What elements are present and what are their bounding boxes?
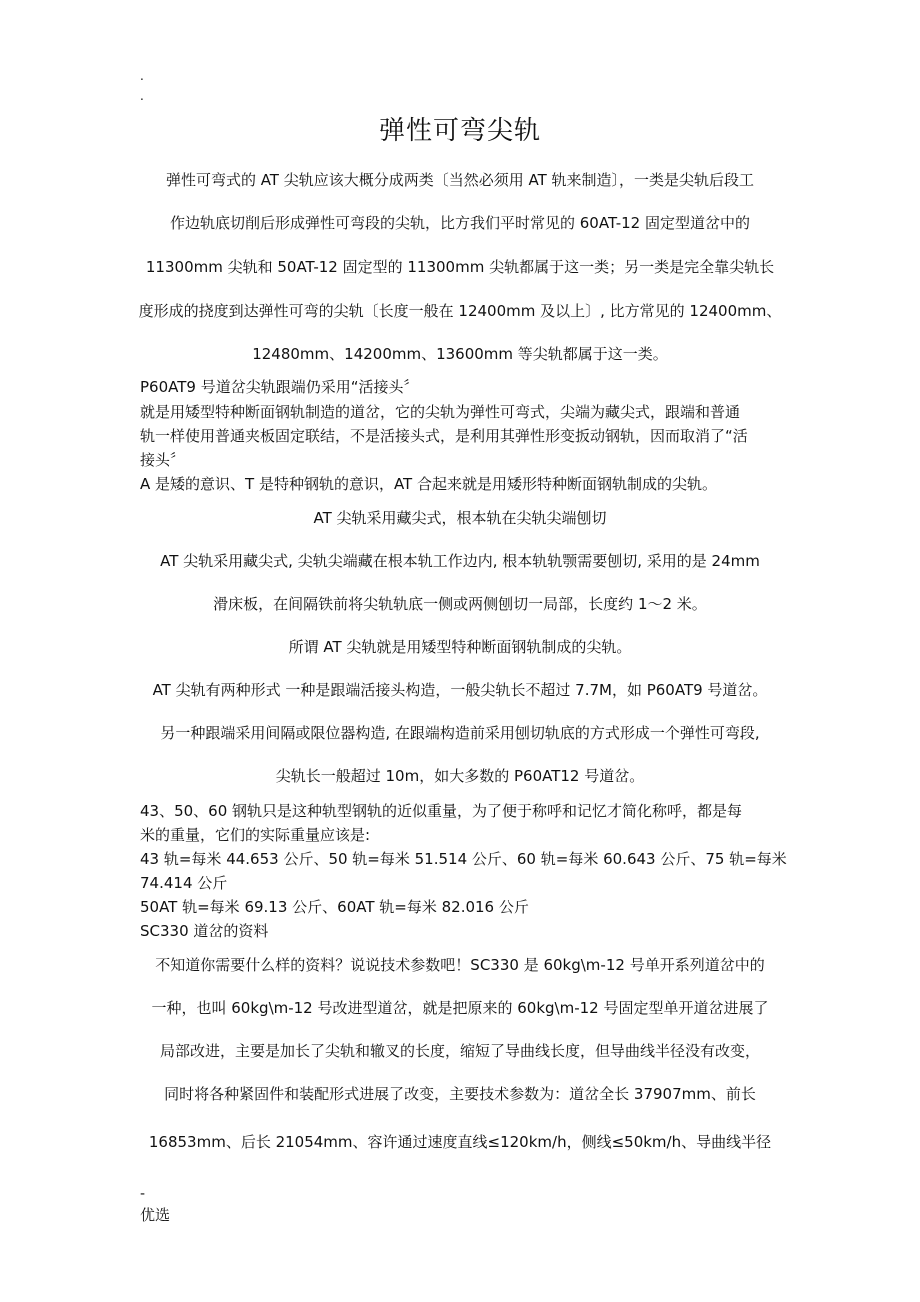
paragraph-line: 度形成的挠度到达弹性可弯的尖轨〔长度一般在 12400mm 及以上〕, 比方常见的 12400mm、: [138, 302, 782, 320]
footer-dash: -: [140, 1186, 146, 1202]
paragraph-line: 接头〞: [140, 451, 186, 469]
paragraph-line: 作边轨底切削后形成弹性可弯段的尖轨，比方我们平时常见的 60AT-12 固定型道岔中的: [169, 214, 750, 232]
paragraph-line: A 是矮的意识、T 是特种钢轨的意识，AT 合起来就是用矮形特种断面钢轨制成的尖轨。: [140, 475, 717, 493]
paragraph-line: 43 轨=每米 44.653 公斤、50 轨=每米 51.514 公斤、60 轨=每米 60.643 公斤、75 轨=每米: [140, 850, 787, 868]
paragraph-line: 尖轨长一般超过 10m，如大多数的 P60AT12 号道岔。: [275, 767, 645, 785]
page-title: 弹性可弯尖轨: [378, 116, 541, 146]
paragraph-line: 局部改进，主要是加长了尖轨和辙叉的长度，缩短了导曲线长度，但导曲线半径没有改变，: [159, 1042, 760, 1060]
header-dot: .: [140, 89, 144, 103]
paragraph-line: 轨一样使用普通夹板固定联结，不是活接头式，是利用其弹性形变扳动钢轨，因而取消了“活: [140, 427, 748, 445]
section-heading: SC330 道岔的资料: [140, 922, 269, 940]
paragraph-line: 就是用矮型特种断面钢轨制造的道岔，它的尖轨为弹性可弯式，尖端为藏尖式，跟端和普通: [140, 403, 741, 421]
paragraph-line: 同时将各种紧固件和装配形式进展了改变，主要技术参数为：道岔全长 37907mm、前长: [164, 1085, 756, 1103]
paragraph-line: 滑床板，在间隔铁前将尖轨轨底一侧或两侧刨切一局部，长度约 1～2 米。: [213, 595, 707, 613]
paragraph-line: 12480mm、14200mm、13600mm 等尖轨都属于这一类。: [252, 345, 668, 363]
paragraph-line: AT 尖轨有两种形式 一种是跟端活接头构造，一般尖轨长不超过 7.7M，如 P60AT9 号道岔。: [152, 681, 768, 699]
paragraph-line: 一种，也叫 60kg\m-12 号改进型道岔，就是把原来的 60kg\m-12 号固定型单开道岔进展了: [151, 999, 769, 1017]
paragraph-line: 50AT 轨=每米 69.13 公斤、60AT 轨=每米 82.016 公斤: [140, 898, 529, 916]
paragraph-line: 弹性可弯式的 AT 尖轨应该大概分成两类〔当然必须用 AT 轨来制造〕，一类是尖轨后段工: [165, 171, 755, 189]
paragraph-line: 11300mm 尖轨和 50AT-12 固定型的 11300mm 尖轨都属于这一类；另一类是完全靠尖轨长: [145, 258, 775, 276]
footer-label: 优选: [140, 1206, 171, 1224]
paragraph-line: 16853mm、后长 21054mm、容许通过速度直线≤120km/h，侧线≤50km/h、导曲线半径: [148, 1133, 772, 1151]
paragraph-line: AT 尖轨采用藏尖式, 尖轨尖端藏在根本轨工作边内, 根本轨轨颚需要刨切, 采用的是 24mm: [160, 552, 760, 570]
section-heading: P60AT9 号道岔尖轨跟端仍采用“活接头〞: [140, 378, 419, 396]
paragraph-line: 74.414 公斤: [140, 874, 228, 892]
paragraph-line: 43、50、60 钢轨只是这种轨型钢轨的近似重量，为了便于称呼和记忆才简化称呼，都是每: [140, 802, 743, 820]
header-dot: .: [140, 69, 144, 83]
paragraph-line: 不知道你需要什么样的资料？说说技术参数吧！SC330 是 60kg\m-12 号单开系列道岔中的: [155, 956, 765, 974]
paragraph-line: AT 尖轨采用藏尖式，根本轨在尖轨尖端刨切: [313, 509, 607, 527]
paragraph-line: 另一种跟端采用间隔或限位器构造, 在跟端构造前采用刨切轨底的方式形成一个弹性可弯段,: [160, 724, 760, 742]
paragraph-line: 所谓 AT 尖轨就是用矮型特种断面钢轨制成的尖轨。: [288, 638, 632, 656]
paragraph-line: 米的重量，它们的实际重量应该是:: [140, 826, 371, 844]
